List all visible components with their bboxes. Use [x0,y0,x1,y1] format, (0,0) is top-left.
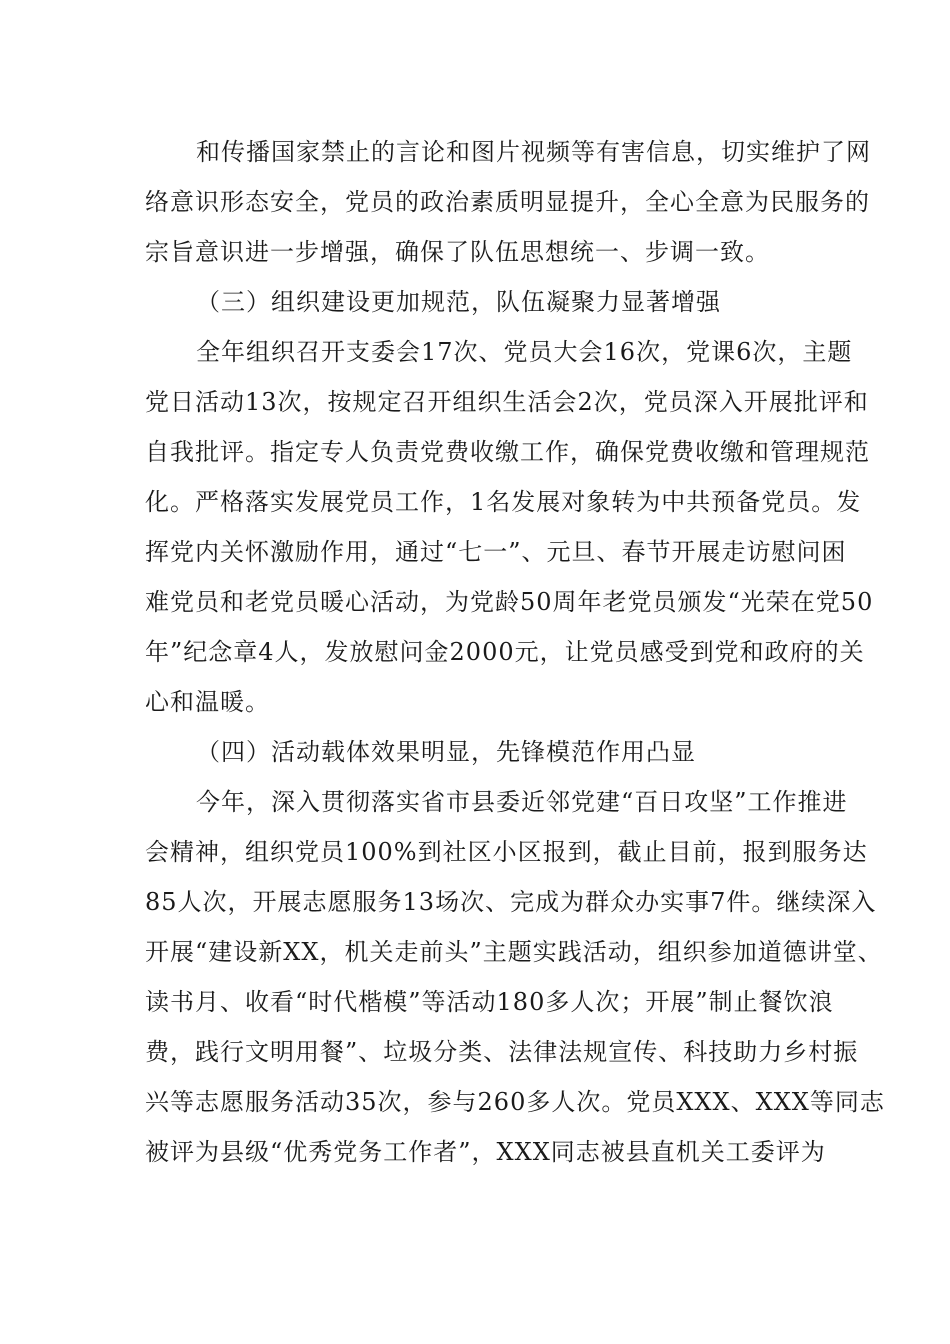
paragraph-line: 被评为县级“优秀党务工作者”，XXX同志被县直机关工委评为 [145,1138,826,1166]
paragraph-line: 全年组织召开支委会17次、党员大会16次，党课6次，主题 [196,338,853,366]
paragraph-line: 党日活动13次，按规定召开组织生活会2次，党员深入开展批评和 [145,388,869,416]
paragraph-line: 会精神，组织党员100%到社区小区报到，截止目前，报到服务达 [145,838,868,866]
paragraph-line: 化。严格落实发展党员工作，1名发展对象转为中共预备党员。发 [145,488,862,516]
paragraph-line: 今年，深入贯彻落实省市县委近邻党建“百日攻坚”工作推进 [196,788,848,816]
paragraph-line: 心和温暖。 [145,688,270,716]
paragraph-line: 85人次，开展志愿服务13场次、完成为群众办实事7件。继续深入 [145,888,877,916]
paragraph-line: 兴等志愿服务活动35次，参与260多人次。党员XXX、XXX等同志 [145,1088,885,1116]
paragraph-line: 和传播国家禁止的言论和图片视频等有害信息，切实维护了网 [196,138,871,166]
section-heading: （三）组织建设更加规范，队伍凝聚力显著增强 [196,288,721,316]
paragraph-line: 挥党内关怀激励作用，通过“七一”、元旦、春节开展走访慰问困 [145,538,847,566]
paragraph-line: 费，践行文明用餐”、垃圾分类、法律法规宣传、科技助力乡村振 [145,1038,859,1066]
section-heading: （四）活动载体效果明显，先锋模范作用凸显 [196,738,696,766]
paragraph-line: 读书月、收看“时代楷模”等活动180多人次；开展”制止餐饮浪 [145,988,834,1016]
paragraph-line: 年”纪念章4人，发放慰问金2000元，让党员感受到党和政府的关 [145,638,865,666]
paragraph-line: 自我批评。指定专人负责党费收缴工作，确保党费收缴和管理规范 [145,438,870,466]
paragraph-line: 络意识形态安全，党员的政治素质明显提升，全心全意为民服务的 [145,188,870,216]
paragraph-line: 难党员和老党员暖心活动，为党龄50周年老党员颁发“光荣在党50 [145,588,874,616]
paragraph-line: 宗旨意识进一步增强，确保了队伍思想统一、步调一致。 [145,238,770,266]
paragraph-line: 开展“建设新XX，机关走前头”主题实践活动，组织参加道德讲堂、 [145,938,883,966]
